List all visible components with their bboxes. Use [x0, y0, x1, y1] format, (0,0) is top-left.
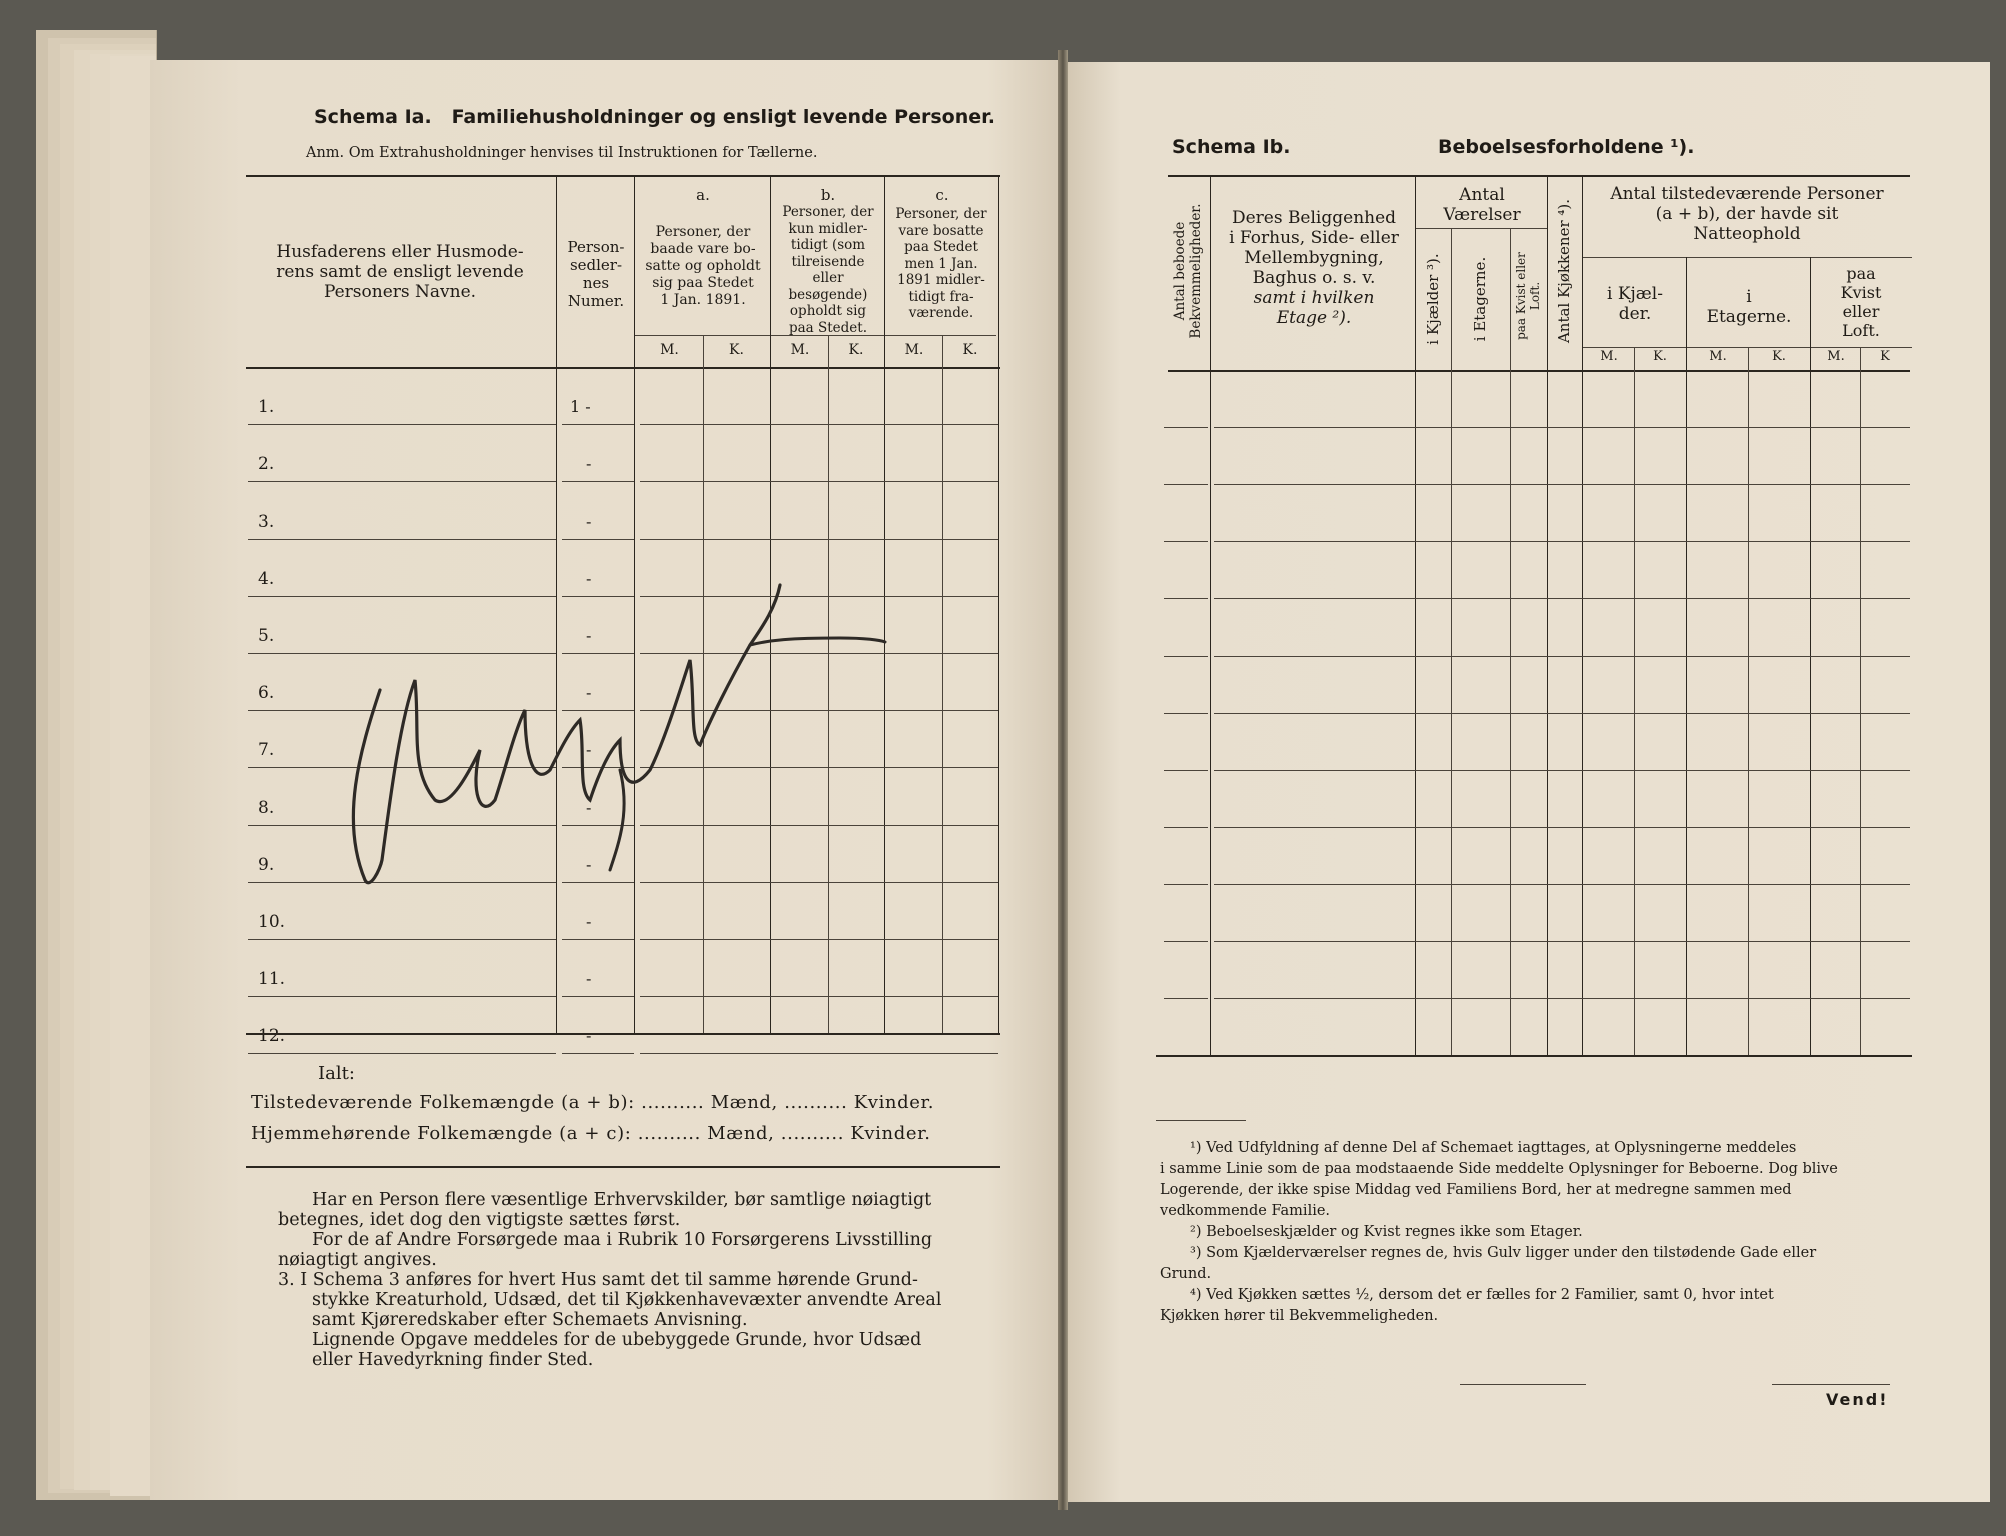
col-beliggenhed [1213, 208, 1415, 328]
row-number: 12. [258, 1026, 286, 1047]
group-b-line: paa Stedet. [788, 319, 868, 336]
mk-label: K [1880, 349, 1890, 364]
col-bekvemmeligheder [1172, 183, 1204, 359]
group-c-header [884, 206, 998, 322]
bottom-right-rule [1772, 1384, 1890, 1385]
row-number: 5. [258, 626, 275, 646]
note-line: 3. I Schema 3 anføres for hvert Hus samt det til samme hørende Grund- [278, 1270, 918, 1290]
row-mark: - [586, 797, 592, 817]
col-number-header [558, 238, 634, 310]
left-title [314, 106, 995, 128]
mk-label: K. [729, 342, 744, 358]
persons-header [1584, 184, 1910, 244]
group-b-line: tilreisende [791, 253, 865, 270]
col-number-line: nes [582, 274, 610, 292]
group-a-header [636, 224, 770, 309]
belig-line: Etage ²). [1276, 308, 1352, 328]
sub-kjaelder-line: i Kjæl- [1607, 284, 1663, 304]
sub-kjaelder-line: der. [1618, 304, 1652, 324]
row-number: 10. [258, 912, 286, 932]
note-line: stykke Kreaturhold, Udsæd, det til Kjøkkenhavevæxter anvendte Areal [312, 1290, 942, 1310]
kvist-line: Loft. [1528, 281, 1542, 311]
left-table-bottom-rule [246, 1033, 1000, 1035]
handwriting-text: Ubebygget [320, 570, 326, 571]
sub-kvist-line: eller [1842, 302, 1880, 321]
footnote-line: i samme Linie som de paa modstaaende Side meddelte Oplysninger for Beboerne. Dog blive [1160, 1161, 1838, 1177]
handwriting-ubebygget [320, 570, 900, 900]
col-bekv-line: Bekvemmeligheder. [1188, 203, 1204, 339]
note-line: nøiagtigt angives. [278, 1250, 437, 1270]
group-b-line: kun midler- [788, 220, 868, 237]
group-c-line: tidigt fra- [908, 288, 974, 305]
row-mark: - [586, 511, 592, 531]
right-title-prefix: Schema Ib. [1172, 136, 1291, 158]
group-c-line: 1891 midler- [897, 272, 985, 288]
group-c-letter: c. [935, 186, 949, 204]
note-line: For de af Andre Forsørgede maa i Rubrik 10 Forsørgerens Livsstilling [312, 1230, 933, 1250]
group-c-line: paa Stedet [904, 239, 978, 255]
sub-kvist-line: paa [1846, 264, 1876, 283]
antal-vaer-line: Antal [1459, 185, 1505, 205]
sum1-kvinder: Kvinder. [853, 1092, 935, 1113]
col-number-line: Person- [567, 238, 625, 256]
row-number: 7. [258, 740, 275, 761]
group-c-line: men 1 Jan. [904, 255, 978, 272]
col-kjaelder-v: i Kjælder ³). [1424, 253, 1442, 345]
row-mark: - [586, 912, 592, 931]
mk-label: M. [1709, 349, 1727, 364]
group-b-line: opholdt sig [789, 303, 867, 319]
footnote-line: vedkommende Familie. [1160, 1203, 1331, 1219]
mk-label: M. [790, 342, 810, 358]
left-title-text: Familiehusholdninger og ensligt levende Personer. [451, 106, 996, 128]
persons-head-line: Natteophold [1693, 224, 1801, 244]
row-mark: - [586, 969, 592, 989]
footnote-line: Grund. [1160, 1266, 1212, 1282]
footnote-line: ³) Som Kjælderværelser regnes de, hvis Gulv ligger under den tilstødende Gade eller [1190, 1245, 1817, 1261]
group-a-letter: a. [696, 186, 710, 204]
row-mark: - [586, 626, 592, 645]
sum-row-1 [251, 1092, 934, 1113]
book-gutter [1058, 50, 1068, 1510]
sub-etagerne-line: Etagerne. [1706, 307, 1792, 327]
note-line: samt Kjøreredskaber efter Schemaets Anvisning. [312, 1310, 748, 1330]
note-line: betegnes, idet dog den vigtigste sættes først. [278, 1210, 681, 1230]
group-a-line: 1 Jan. 1891. [660, 292, 746, 308]
mk-label: K. [1653, 349, 1667, 364]
group-b-line: tidigt (som [790, 237, 866, 253]
col-number-line: sedler- [569, 256, 623, 274]
row-number: 1. [258, 397, 275, 418]
right-table-top-rule [1168, 175, 1910, 177]
ialt-label: Ialt: [318, 1063, 355, 1084]
right-table-bottom-rule [1156, 1055, 1912, 1057]
sum2-maend: Mænd, [707, 1123, 775, 1144]
row-mark: - [586, 1026, 592, 1046]
kvist-line: paa Kvist eller [1514, 252, 1528, 340]
col-names-line: Husfaderens eller Husmode- [276, 242, 524, 262]
belig-line: Baghus o. s. v. [1252, 268, 1376, 288]
footnote-line: Logerende, der ikke spise Middag ved Familiens Bord, her at medregne sammen med [1160, 1182, 1792, 1198]
bottom-center-rule [1460, 1384, 1586, 1385]
antal-vaerelser [1417, 185, 1547, 225]
left-notes [278, 1190, 941, 1370]
right-footnotes [1160, 1138, 1838, 1327]
group-c-line: værende. [908, 305, 974, 321]
belig-line: Mellembygning, [1244, 248, 1384, 268]
mk-label: K. [1772, 349, 1786, 364]
col-kvist-v [1514, 246, 1542, 346]
note-line: Har en Person flere væsentlige Erhvervskilder, bør samtlige nøiagtigt [312, 1190, 932, 1210]
group-b-line: Personer, der [782, 204, 874, 220]
row-mark: - [586, 454, 592, 474]
sub-kvist-line: Loft. [1842, 321, 1880, 340]
left-table-top-rule [246, 175, 1000, 177]
col-bekv-line: Antal beboede [1172, 221, 1188, 321]
group-b-line: eller [812, 270, 844, 286]
col-etagerne-v: i Etagerne. [1471, 256, 1489, 342]
col-kjokkener-v: Antal Kjøkkener ⁴). [1555, 198, 1573, 344]
sub-kjaelder [1584, 284, 1686, 324]
group-b-header [772, 204, 884, 336]
sum2-dots-m: .......... [637, 1123, 701, 1144]
mk-label: M. [904, 342, 924, 358]
right-title-text: Beboelsesforholdene ¹). [1438, 136, 1695, 158]
footnote-line: Kjøkken hører til Bekvemmeligheden. [1160, 1308, 1439, 1324]
sum1-dots-k: .......... [784, 1092, 848, 1113]
footnote-separator [1156, 1120, 1246, 1121]
persons-head-line: Antal tilstedeværende Personer [1610, 184, 1884, 204]
footnote-line: ⁴) Ved Kjøkken sættes ½, dersom det er fælles for 2 Familier, samt 0, hvor intet [1190, 1287, 1774, 1303]
group-c-line: Personer, der [895, 206, 987, 222]
group-c-line: vare bosatte [898, 222, 984, 239]
col-names-line: rens samt de ensligt levende [276, 262, 524, 282]
totals-bottom-rule [246, 1166, 1000, 1168]
mk-label: M. [1827, 349, 1845, 364]
sub-etagerne-line: i [1746, 287, 1752, 307]
footnote-line: ²) Beboelseskjælder og Kvist regnes ikke som Etager. [1190, 1224, 1583, 1240]
persons-head-line: (a + b), der havde sit [1655, 204, 1839, 224]
col-names-header [250, 242, 550, 302]
sum-row-2 [251, 1123, 931, 1144]
vend-label: Vend! [1826, 1390, 1889, 1409]
note-line: Lignende Opgave meddeles for de ubebyggede Grunde, hvor Udsæd [312, 1330, 922, 1350]
antal-vaer-line: Værelser [1443, 205, 1521, 225]
sum1-maend: Mænd, [710, 1092, 778, 1113]
footnote-line: ¹) Ved Udfyldning af denne Del af Schemaet iagttages, at Oplysningerne meddeles [1190, 1140, 1797, 1156]
col-names-line: Personers Navne. [323, 282, 477, 302]
sub-kvist-line: Kvist [1840, 283, 1882, 302]
group-a-line: baade vare bo- [650, 241, 756, 257]
right-header-bottom-rule [1168, 370, 1910, 372]
group-a-line: sig paa Stedet [652, 275, 754, 291]
row-number: 3. [258, 511, 275, 532]
row-mark: 1 - [570, 397, 591, 417]
row-number: 2. [258, 454, 275, 475]
row-mark: - [586, 854, 592, 874]
mk-label: M. [1600, 349, 1618, 364]
sum1-label: Tilstedeværende Folkemængde (a + b): [251, 1092, 635, 1113]
row-number: 6. [258, 683, 275, 704]
row-mark: - [586, 683, 592, 703]
row-number: 9. [258, 854, 275, 875]
belig-line: Deres Beliggenhed [1231, 208, 1397, 228]
group-b-line: besøgende) [788, 286, 868, 303]
left-header-bottom-rule [246, 367, 1000, 369]
group-a-line: satte og opholdt [645, 258, 761, 274]
mk-label: M. [660, 342, 679, 358]
row-mark: - [586, 740, 592, 760]
sub-kvist [1812, 264, 1910, 340]
mk-label: K. [962, 342, 978, 358]
sum1-dots-m: .......... [641, 1092, 705, 1113]
note-line: eller Havedyrkning finder Sted. [312, 1350, 594, 1370]
row-mark: - [586, 568, 592, 588]
left-title-prefix: Schema Ia. [314, 106, 432, 128]
sum2-kvinder: Kvinder. [850, 1123, 931, 1144]
row-number: 8. [258, 797, 275, 818]
col-number-line: Numer. [567, 292, 625, 310]
left-anm: Anm. Om Extrahusholdninger henvises til Instruktionen for Tællerne. [306, 145, 818, 161]
sub-etagerne [1688, 287, 1810, 327]
group-a-line: Personer, der [655, 224, 751, 240]
belig-line: samt i hvilken [1253, 288, 1375, 308]
sum2-dots-k: .......... [780, 1123, 845, 1144]
row-number: 11. [258, 969, 286, 990]
sum2-label: Hjemmehørende Folkemængde (a + c): [251, 1123, 632, 1144]
belig-line: i Forhus, Side- eller [1229, 228, 1399, 248]
row-number: 4. [258, 568, 275, 589]
group-b-letter: b. [820, 186, 836, 204]
mk-label: K. [848, 342, 864, 358]
